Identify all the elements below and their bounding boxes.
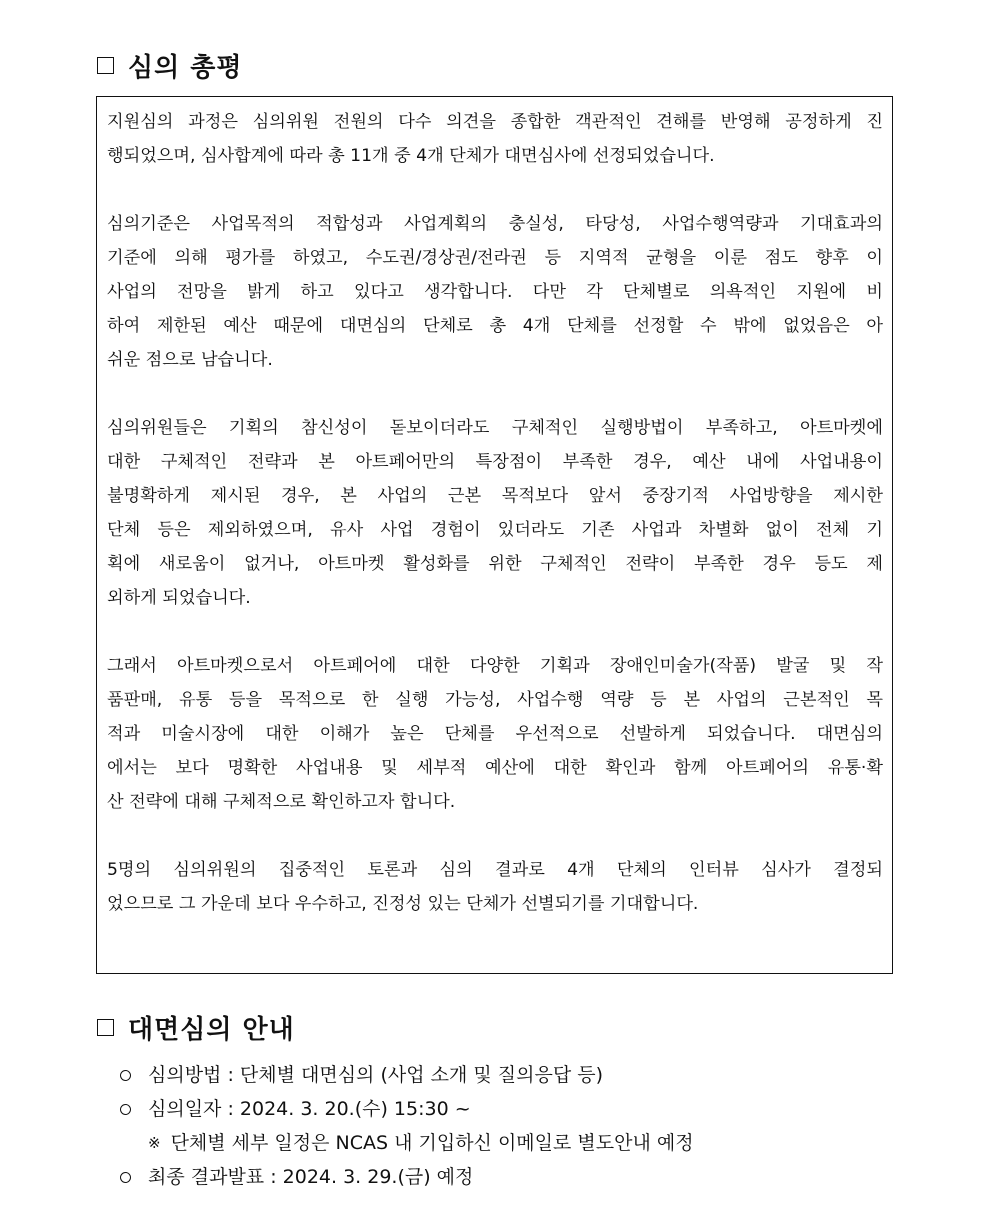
paragraph-4 <box>107 649 883 819</box>
text-line: 행되었으며, 심사합계에 따라 총 11개 중 4개 단체가 대면심사에 선정되었습니다. <box>107 146 715 166</box>
list-item-text: 심의방법 : 단체별 대면심의 (사업 소개 및 질의응답 등) <box>148 1064 603 1086</box>
square-bullet-icon <box>97 1019 114 1036</box>
text-line: 획에 새로움이 없거나, 아트마켓 활성화를 위한 구체적인 전략이 부족한 경우 등도 제 <box>107 554 883 574</box>
text-line: 기준에 의해 평가를 하였고, 수도권/경상권/전라권 등 지역적 균형을 이룬 점도 향후 이 <box>107 248 883 268</box>
text-line: 하여 제한된 예산 때문에 대면심의 단체로 총 4개 단체를 선정할 수 밖에 없었음은 아 <box>107 316 883 336</box>
text-line: 지원심의 과정은 심의위원 전원의 다수 의견을 종합한 객관적인 견해를 반영해 공정하게 진 <box>107 112 883 132</box>
text-line: 대한 구체적인 전략과 본 아트페어만의 특장점이 부족한 경우, 예산 내에 사업내용이 <box>107 452 883 472</box>
text-line: 었으므로 그 가운데 보다 우수하고, 진정성 있는 단체가 선별되기를 기대합니다. <box>107 894 699 914</box>
circle-bullet-icon <box>120 1070 131 1081</box>
paragraph-2 <box>107 207 883 377</box>
paragraph-1 <box>107 105 883 173</box>
interview-guide-list <box>118 1058 694 1194</box>
list-item-note <box>118 1126 694 1160</box>
paragraph-3 <box>107 411 883 615</box>
section-heading-interview-guide <box>97 1009 295 1045</box>
text-line: 외하게 되었습니다. <box>107 588 251 608</box>
list-item-result <box>118 1160 694 1194</box>
text-line: 심의기준은 사업목적의 적합성과 사업계획의 충실성, 타당성, 사업수행역량과 기대효과의 <box>107 214 883 234</box>
section-title: 심의 총평 <box>128 52 243 83</box>
list-item-method <box>118 1058 694 1092</box>
text-line: 5명의 심의위원의 집중적인 토론과 심의 결과로 4개 단체의 인터뷰 심사가 결정되 <box>107 860 883 880</box>
reference-mark-icon: ※ <box>148 1134 161 1152</box>
section-heading-review-summary <box>97 47 243 83</box>
circle-bullet-icon <box>120 1172 131 1183</box>
text-line: 산 전략에 대해 구체적으로 확인하고자 합니다. <box>107 792 456 812</box>
text-line: 불명확하게 제시된 경우, 본 사업의 근본 목적보다 앞서 중장기적 사업방향을 제시한 <box>107 486 883 506</box>
text-line: 그래서 아트마켓으로서 아트페어에 대한 다양한 기획과 장애인미술가(작품) 발굴 및 작 <box>107 656 883 676</box>
text-line: 사업의 전망을 밝게 하고 있다고 생각합니다. 다만 각 단체별로 의욕적인 지원에 비 <box>107 282 883 302</box>
circle-bullet-icon <box>120 1104 131 1115</box>
text-line: 에서는 보다 명확한 사업내용 및 세부적 예산에 대한 확인과 함께 아트페어의 유통·확 <box>107 758 883 778</box>
text-line: 심의위원들은 기획의 참신성이 돋보이더라도 구체적인 실행방법이 부족하고, 아트마켓에 <box>107 418 883 438</box>
text-line: 쉬운 점으로 남습니다. <box>107 350 273 370</box>
paragraph-5 <box>107 853 883 921</box>
text-line: 품판매, 유통 등을 목적으로 한 실행 가능성, 사업수행 역량 등 본 사업의 근본적인 목 <box>107 690 883 710</box>
section-title: 대면심의 안내 <box>128 1014 295 1045</box>
note-text: 단체별 세부 일정은 NCAS 내 기입하신 이메일로 별도안내 예정 <box>170 1132 694 1154</box>
review-summary-box <box>96 96 893 974</box>
text-line: 단체 등은 제외하였으며, 유사 사업 경험이 있더라도 기존 사업과 차별화 없이 전체 기 <box>107 520 883 540</box>
square-bullet-icon <box>97 57 114 74</box>
list-item-date <box>118 1092 694 1126</box>
list-item-text: 심의일자 : 2024. 3. 20.(수) 15:30 ~ <box>148 1098 471 1120</box>
list-item-text: 최종 결과발표 : 2024. 3. 29.(금) 예정 <box>148 1166 474 1188</box>
text-line: 적과 미술시장에 대한 이해가 높은 단체를 우선적으로 선발하게 되었습니다. 대면심의 <box>107 724 883 744</box>
